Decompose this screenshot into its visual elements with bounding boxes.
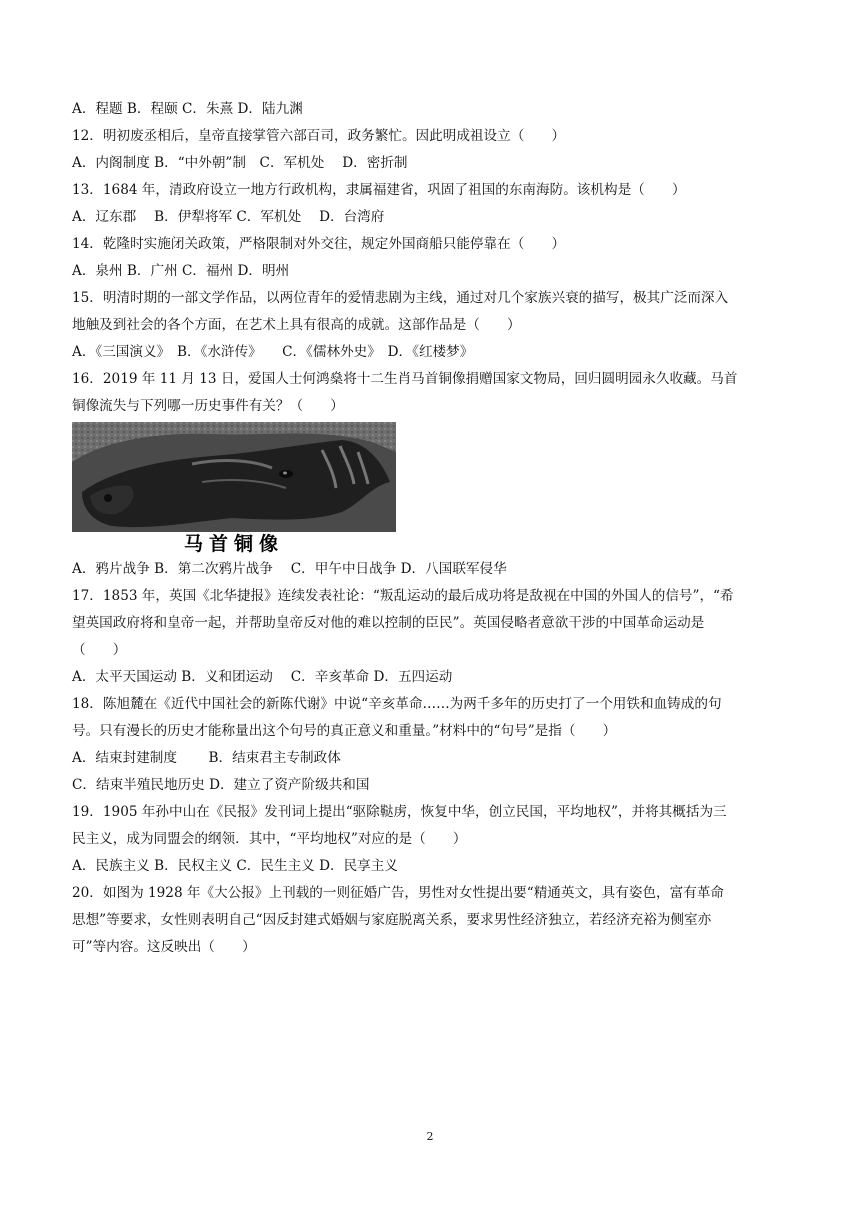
text-line: 19．1905 年孙中山在《民报》发刊词上提出“驱除鞑虏，恢复中华，创立民国，平均地权”，并将其概括为三 (72, 804, 727, 820)
text-line: 14．乾隆时实施闭关政策，严格限制对外交往，规定外国商船只能停靠在（ ） (72, 236, 566, 252)
text-line: （ ） (72, 642, 127, 658)
text-line: 15．明清时期的一部文学作品，以两位青年的爱情悲剧为主线，通过对几个家族兴衰的描写，极其广泛而深入 (72, 290, 729, 306)
text-line: A．鸦片战争 B．第二次鸦片战争 C．甲午中日战争 D．八国联军侵华 (72, 561, 507, 577)
page-number: 2 (426, 1130, 434, 1143)
text-line: 16．2019 年 11 月 13 日，爱国人士何鸿燊将十二生肖马首铜像捐赠国家文物局，回归圆明园永久收藏。马首 (72, 371, 738, 387)
text-line: A．程题 B．程颐 C．朱熹 D．陆九渊 (72, 101, 303, 117)
text-line: 铜像流失与下列哪一历史事件有关？（ ） (72, 398, 344, 414)
text-line: A．太平天国运动 B．义和团运动 C．辛亥革命 D．五四运动 (72, 669, 453, 685)
horse-head-figure (72, 422, 396, 556)
text-line: 号。只有漫长的历史才能称量出这个句号的真正意义和重量。”材料中的“句号”是指（ ） (72, 723, 617, 739)
text-line: 地触及到社会的各个方面，在艺术上具有很高的成就。这部作品是（ ） (72, 317, 521, 333)
text-line: A．泉州 B．广州 C．福州 D．明州 (72, 263, 290, 279)
text-line: 17．1853 年，英国《北华捷报》连续发表社论：“叛乱运动的最后成功将是敌视在中国的外国人的信号”，“希 (72, 588, 734, 604)
figure-caption: 马首铜像 (72, 532, 396, 556)
questions-11-16 (72, 96, 796, 420)
text-line: A．《三国演义》 B．《水浒传》 C．《儒林外史》 D．《红楼梦》 (72, 344, 474, 360)
text-line: 13．1684 年，清政府设立一地方行政机构，隶属福建省，巩固了祖国的东南海防。该机构是（ ） (72, 182, 686, 198)
text-line: 思想”等要求，女性则表明自己“因反封建式婚姻与家庭脱离关系，要求男性经济独立，若经济充裕为侧室亦 (72, 912, 712, 928)
question-body (72, 96, 796, 961)
text-line: 18．陈旭麓在《近代中国社会的新陈代谢》中说“辛亥革命……为两千多年的历史打了一个用铁和血铸成的句 (72, 696, 722, 712)
text-line: A．民族主义 B．民权主义 C．民生主义 D．民享主义 (72, 858, 398, 874)
text-line: 12．明初废丞相后，皇帝直接掌管六部百司，政务繁忙。因此明成祖设立（ ） (72, 128, 566, 144)
questions-16-20 (72, 556, 796, 961)
text-line: 可”等内容。这反映出（ ） (72, 939, 256, 955)
text-line: 民主义，成为同盟会的纲领．其中，“平均地权”对应的是（ ） (72, 831, 467, 847)
text-line: A．内阁制度 B．“中外朝”制 C．军机处 D．密折制 (72, 155, 408, 171)
text-line: A．结束封建制度 B．结束君主专制政体 (72, 750, 341, 766)
text-line: 20．如图为 1928 年《大公报》上刊载的一则征婚广告，男性对女性提出要“精通英文，具有姿色，富有革命 (72, 885, 725, 901)
text-line: C．结束半殖民地历史 D．建立了资产阶级共和国 (72, 777, 370, 793)
text-line: 望英国政府将和皇帝一起，并帮助皇帝反对他的难以控制的臣民”。英国侵略者意欲干涉的中国革命运动是 (72, 615, 705, 631)
text-line: A．辽东郡 B．伊犁将军 C．军机处 D．台湾府 (72, 209, 385, 225)
